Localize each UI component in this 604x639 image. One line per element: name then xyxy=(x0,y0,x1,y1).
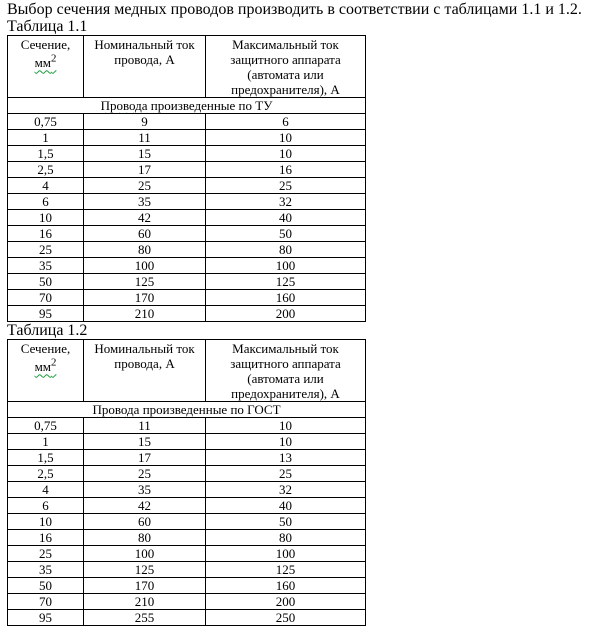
table-1-1-caption: Таблица 1.1 xyxy=(7,18,88,35)
document-page xyxy=(7,2,597,626)
cell-section: 6 xyxy=(8,194,84,210)
header-nominal-current: Номинальный ток провода, А xyxy=(84,340,206,402)
cell-section: 35 xyxy=(8,562,84,578)
cell-nominal-current: 42 xyxy=(84,498,206,514)
cell-max-current: 80 xyxy=(206,530,366,546)
header-nominal-current: Номинальный ток провода, А xyxy=(84,36,206,98)
cell-max-current: 80 xyxy=(206,242,366,258)
table-row xyxy=(8,114,366,130)
header-section xyxy=(8,36,84,98)
cell-nominal-current: 35 xyxy=(84,482,206,498)
header-section-label: Сечение, xyxy=(20,37,71,52)
table-row xyxy=(8,418,366,434)
cell-nominal-current: 210 xyxy=(84,306,206,322)
cell-nominal-current: 11 xyxy=(84,130,206,146)
cell-section: 16 xyxy=(8,226,84,242)
cell-nominal-current: 11 xyxy=(84,418,206,434)
cell-max-current: 10 xyxy=(206,146,366,162)
cell-section: 4 xyxy=(8,482,84,498)
table-1-1 xyxy=(7,35,366,322)
cell-nominal-current: 210 xyxy=(84,594,206,610)
cell-max-current: 25 xyxy=(206,466,366,482)
cell-nominal-current: 17 xyxy=(84,162,206,178)
header-max-current: Максимальный ток защитного аппарата (автомата или предохранителя), А xyxy=(206,36,366,98)
header-section xyxy=(8,340,84,402)
cell-max-current: 125 xyxy=(206,562,366,578)
group-label-prefix: Провода xyxy=(92,402,140,417)
cell-section: 16 xyxy=(8,530,84,546)
cell-nominal-current: 25 xyxy=(84,178,206,194)
group-label-rest: произведенные по ГОСТ xyxy=(139,402,281,417)
cell-section: 1 xyxy=(8,130,84,146)
cell-section: 0,75 xyxy=(8,114,84,130)
cell-nominal-current: 60 xyxy=(84,514,206,530)
cell-nominal-current: 35 xyxy=(84,194,206,210)
cell-section: 1 xyxy=(8,434,84,450)
cell-section: 1,5 xyxy=(8,450,84,466)
header-section-unit: $мм^2$ xyxy=(34,357,57,375)
cell-nominal-current: 9 xyxy=(84,114,206,130)
group-label-prefix: Провода xyxy=(100,98,148,113)
cell-max-current: 200 xyxy=(206,594,366,610)
cell-nominal-current: 42 xyxy=(84,210,206,226)
cell-max-current: 125 xyxy=(206,274,366,290)
table-row xyxy=(8,562,366,578)
cell-section: 50 xyxy=(8,274,84,290)
table-row xyxy=(8,306,366,322)
cell-nominal-current: 255 xyxy=(84,610,206,626)
table-row xyxy=(8,610,366,626)
cell-max-current: 50 xyxy=(206,226,366,242)
cell-max-current: 40 xyxy=(206,210,366,226)
cell-max-current: 250 xyxy=(206,610,366,626)
cell-max-current: 6 xyxy=(206,114,366,130)
table-row xyxy=(8,498,366,514)
table-row xyxy=(8,434,366,450)
cell-max-current: 200 xyxy=(206,306,366,322)
cell-section: 35 xyxy=(8,258,84,274)
table-row xyxy=(8,594,366,610)
cell-nominal-current: 17 xyxy=(84,450,206,466)
header-section-unit: $мм^2$ xyxy=(34,53,57,71)
cell-max-current: 160 xyxy=(206,578,366,594)
cell-max-current: 10 xyxy=(206,130,366,146)
table-row xyxy=(8,194,366,210)
table-row xyxy=(8,162,366,178)
cell-nominal-current: 170 xyxy=(84,290,206,306)
table-1-2-caption: Таблица 1.2 xyxy=(7,322,88,339)
cell-nominal-current: 15 xyxy=(84,146,206,162)
group-row xyxy=(8,98,366,114)
table-row xyxy=(8,514,366,530)
cell-section: 70 xyxy=(8,594,84,610)
header-max-current: Максимальный ток защитного аппарата (автомата или предохранителя), А xyxy=(206,340,366,402)
table-row xyxy=(8,178,366,194)
table-row xyxy=(8,578,366,594)
cell-nominal-current: 60 xyxy=(84,226,206,242)
cell-section: 10 xyxy=(8,210,84,226)
cell-max-current: 10 xyxy=(206,418,366,434)
group-row xyxy=(8,402,366,418)
table-row xyxy=(8,210,366,226)
cell-max-current: 100 xyxy=(206,258,366,274)
table-row xyxy=(8,258,366,274)
table-row xyxy=(8,290,366,306)
cell-nominal-current: 125 xyxy=(84,274,206,290)
cell-section: 95 xyxy=(8,306,84,322)
cell-section: 25 xyxy=(8,546,84,562)
table-row xyxy=(8,242,366,258)
intro-paragraph: Выбор сечения медных проводов производить в соответствии с таблицами 1.1 и 1.2. xyxy=(7,1,582,18)
cell-nominal-current: 100 xyxy=(84,546,206,562)
cell-max-current: 32 xyxy=(206,194,366,210)
cell-section: 2,5 xyxy=(8,162,84,178)
cell-max-current: 160 xyxy=(206,290,366,306)
table-row xyxy=(8,274,366,290)
cell-max-current: 10 xyxy=(206,434,366,450)
cell-section: 0,75 xyxy=(8,418,84,434)
cell-max-current: 32 xyxy=(206,482,366,498)
cell-section: 95 xyxy=(8,610,84,626)
cell-max-current: 25 xyxy=(206,178,366,194)
table-row xyxy=(8,546,366,562)
cell-nominal-current: 15 xyxy=(84,434,206,450)
cell-nominal-current: 25 xyxy=(84,466,206,482)
table-row xyxy=(8,226,366,242)
table-row xyxy=(8,466,366,482)
table-row xyxy=(8,146,366,162)
cell-section: 4 xyxy=(8,178,84,194)
cell-section: 70 xyxy=(8,290,84,306)
cell-nominal-current: 100 xyxy=(84,258,206,274)
table-1-2 xyxy=(7,339,366,626)
cell-section: 25 xyxy=(8,242,84,258)
cell-nominal-current: 170 xyxy=(84,578,206,594)
table-row xyxy=(8,130,366,146)
cell-nominal-current: 80 xyxy=(84,242,206,258)
header-section-label: Сечение, xyxy=(20,341,71,356)
group-label-rest: произведенные по ТУ xyxy=(147,98,273,113)
cell-section: 10 xyxy=(8,514,84,530)
cell-nominal-current: 125 xyxy=(84,562,206,578)
table-row xyxy=(8,450,366,466)
cell-max-current: 13 xyxy=(206,450,366,466)
cell-section: 1,5 xyxy=(8,146,84,162)
cell-max-current: 100 xyxy=(206,546,366,562)
table-row xyxy=(8,482,366,498)
cell-max-current: 40 xyxy=(206,498,366,514)
cell-section: 50 xyxy=(8,578,84,594)
cell-max-current: 50 xyxy=(206,514,366,530)
cell-nominal-current: 80 xyxy=(84,530,206,546)
cell-max-current: 16 xyxy=(206,162,366,178)
cell-section: 6 xyxy=(8,498,84,514)
table-row xyxy=(8,530,366,546)
cell-section: 2,5 xyxy=(8,466,84,482)
